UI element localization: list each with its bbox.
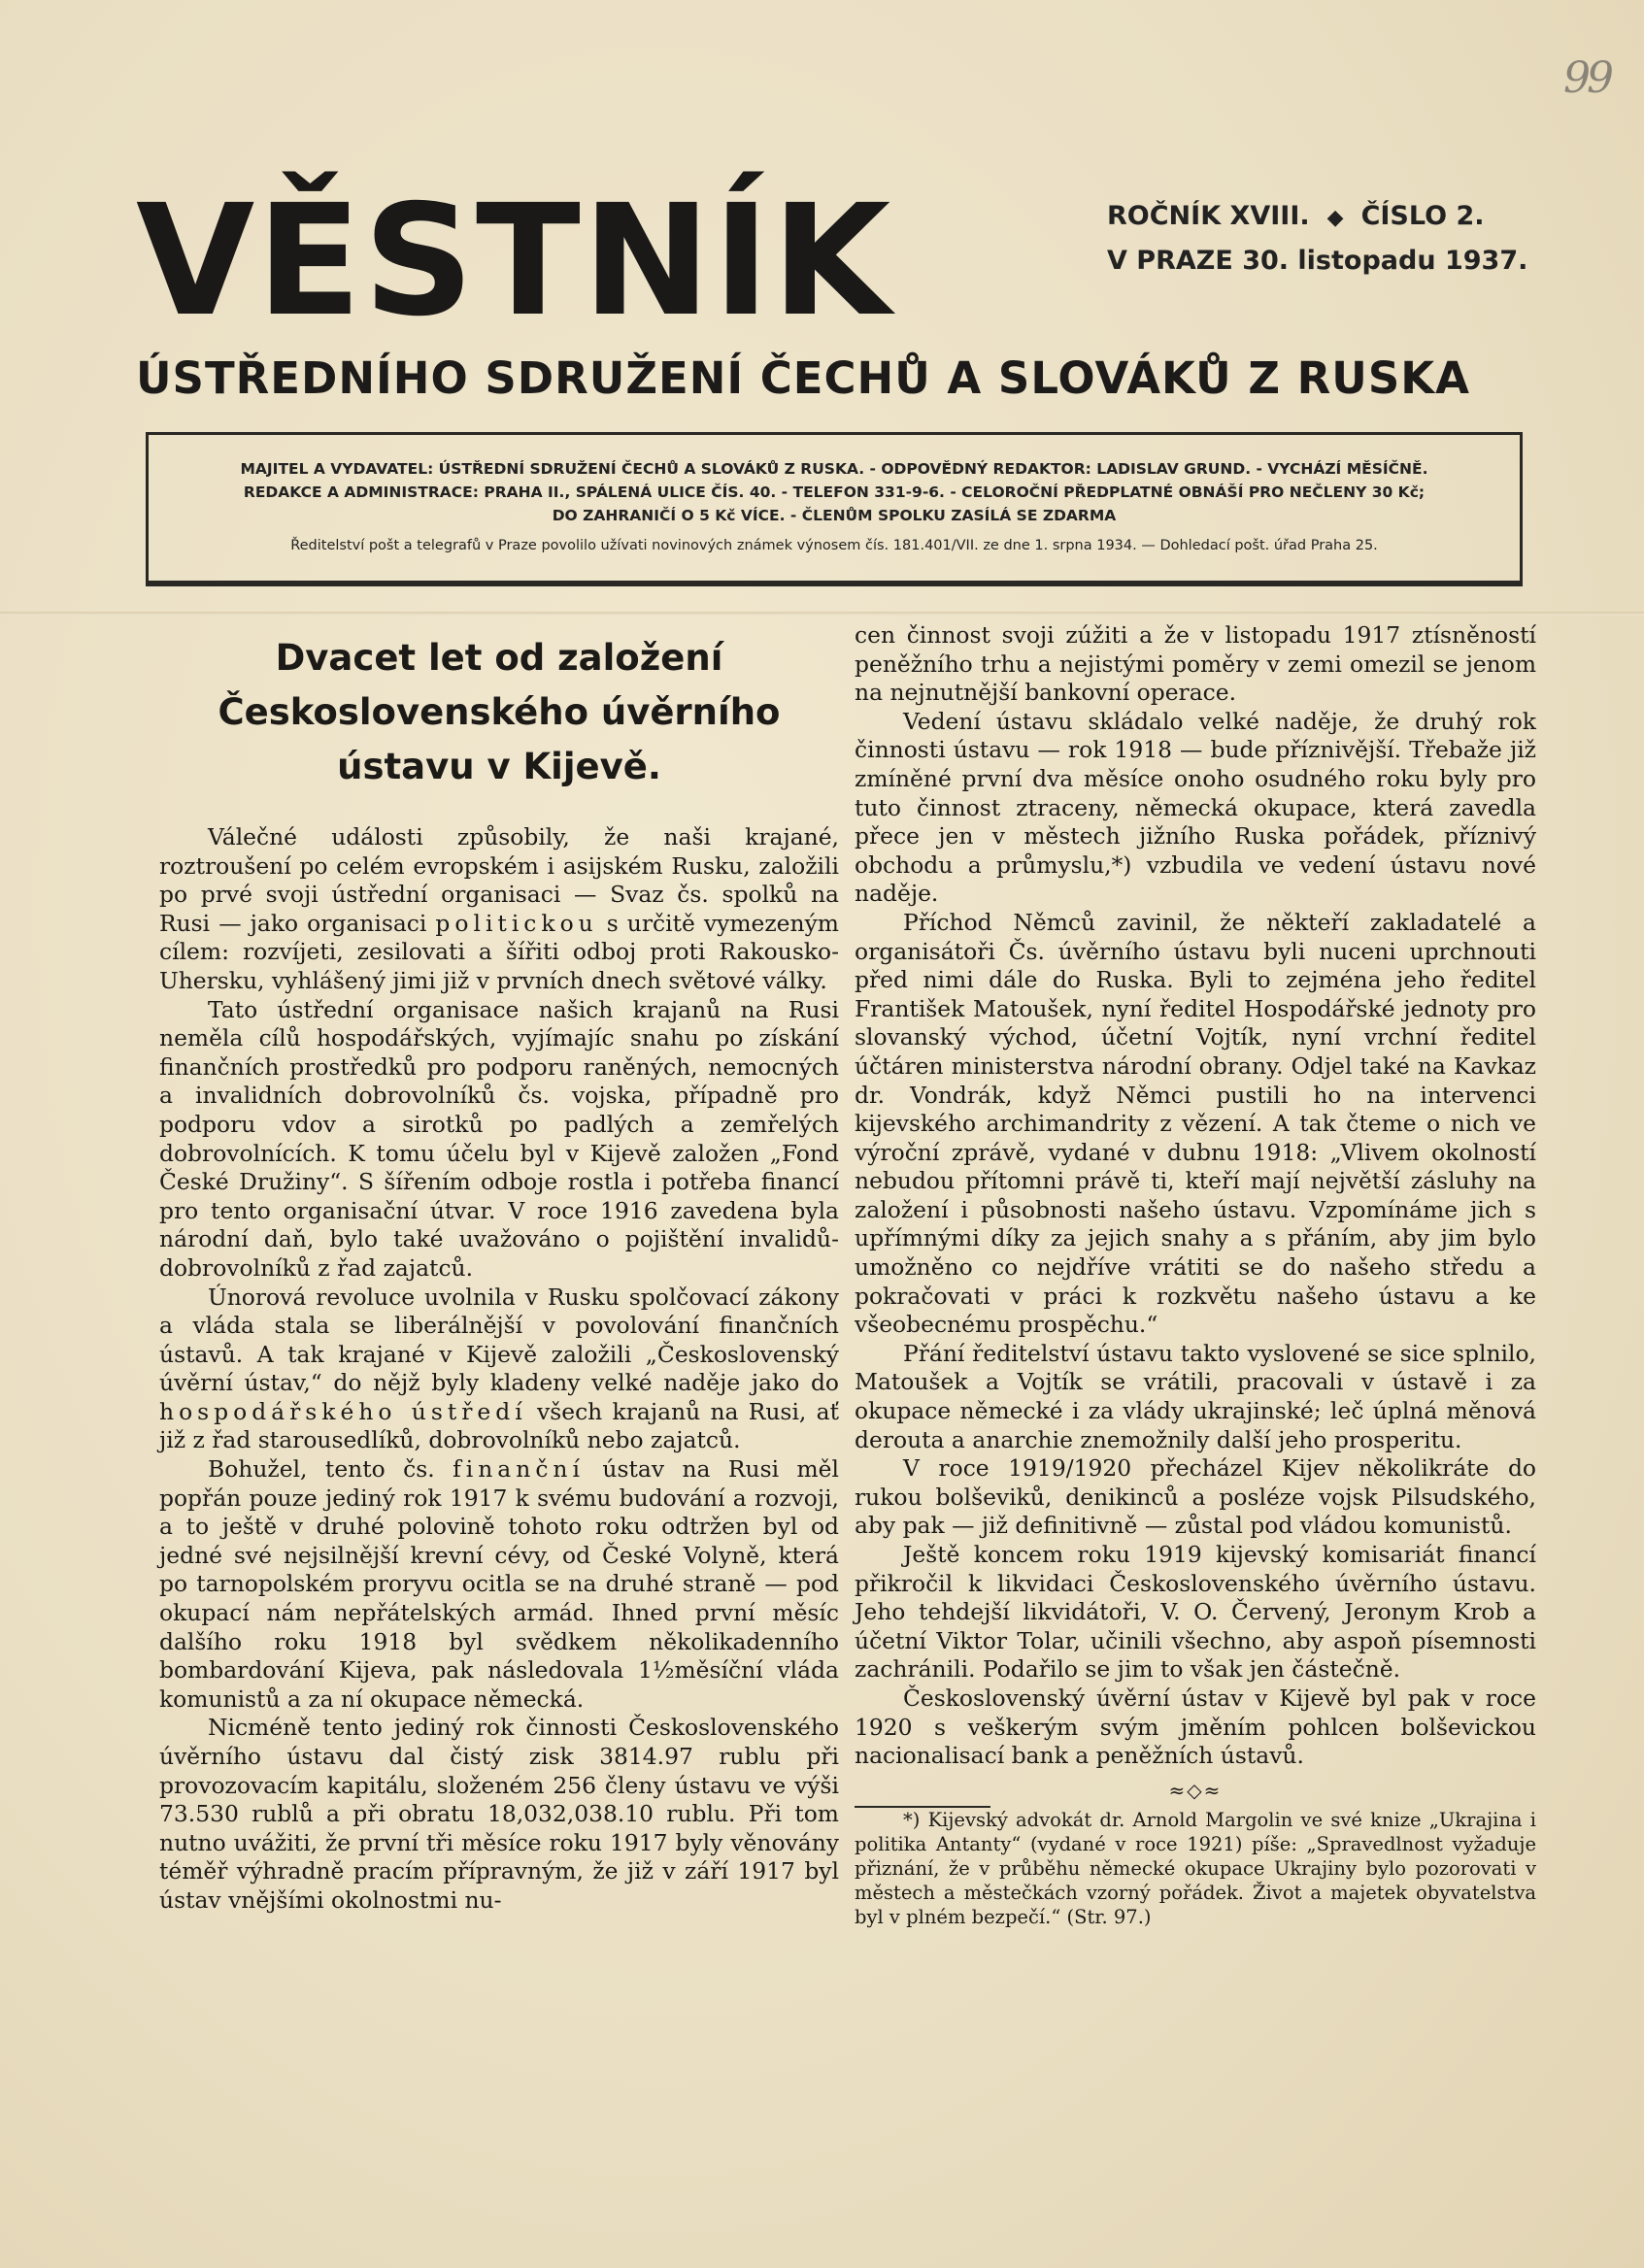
paragraph: [159, 1284, 839, 1456]
paragraph: Příchod Němců zavinil, že někteří zakladatelé a organisátoři Čs. úvěrního ústavu byli nuceni uprchnouti před nimi dále do Ruska. Byli to zejména jeho ředitel František Matoušek, nyní ředitel Hospodářské jednoty pro slovanský východ, účetní Vojtík, nyní vrchní ředitel účtáren ministerstva národní obrany. Odjel také na Kavkaz dr. Vondrák, když Němci pustili ho na intervenci kijevského archimandrity z vězení. A tak čteme o nich ve výroční zprávě, vydané v dubnu 1918: „Vlivem okolností nebudou přítomni právě ti, kteří mají největší zásluhy na založení i působnosti našeho ústavu. Vzpomínáme jich s upřímnými díky za jejich snahy a s přáním, aby jim bylo umožněno co nejdříve vrátiti se do našeho středu a pokračovati v práci k rozkvětu našeho ústavu a ke všeobecnému prospěchu.“: [855, 908, 1536, 1339]
imprint-line: DO ZAHRANIČÍ O 5 Kč VÍCE. - ČLENŮM SPOLKU ZASÍLÁ SE ZDARMA: [552, 507, 1117, 524]
dateline: V PRAZE 30. listopadu 1937.: [1107, 246, 1528, 276]
issue-info: [1107, 194, 1534, 284]
pencil-annotation: 99: [1563, 53, 1610, 103]
text-run: všech krajanů na Rusi, ať již z řad starousedlíků, dobrovolníků nebo zajatců.: [159, 1397, 839, 1454]
paragraph: [159, 823, 839, 996]
ornament-divider-icon: ≈◇≈: [1168, 1778, 1223, 1802]
text-run: s určitě vymezeným cílem: rozvíjeti, zesilovati a šířiti odboj proti Rakousko-Uhersku, vyhlášený jimi již v prvních dnech světové války.: [159, 909, 839, 994]
paragraph: cen činnost svoji zúžiti a že v listopadu 1917 ztísněností peněžního trhu a nejistými poměry v zemi omezil se jenom na nejnutnější bankovní operace.: [855, 621, 1536, 707]
paragraph: [159, 1455, 839, 1714]
article-title: Dvacet let od založení Československého úvěrního ústavu v Kijevě.: [218, 637, 781, 787]
paper-fold: [0, 612, 1644, 616]
imprint-line: REDAKCE A ADMINISTRACE: PRAHA II., SPÁLENÁ ULICE ČÍS. 40. - TELEFON 331-9-6. - CELOROČNÍ PŘEDPLATNÉ OBNÁŠÍ PRO NEČLENY 30 Kč;: [243, 484, 1426, 501]
postal-notice: Ředitelství pošt a telegrafů v Praze povolilo užívati novinových známek výnosem čís. 181.401/VII. ze dne 1. srpna 1934. — Dohledací pošt. úřad Praha 25.: [290, 538, 1378, 553]
text-run: Bohužel, tento čs.: [208, 1455, 453, 1484]
imprint-line: MAJITEL A VYDAVATEL: ÚSTŘEDNÍ SDRUŽENÍ ČECHŮ A SLOVÁKŮ Z RUSKA. - ODPOVĚDNÝ REDAKTOR: LADISLAV GRUND. - VYCHÁZÍ MĚSÍČNĚ.: [240, 460, 1428, 478]
masthead-subtitle: ÚSTŘEDNÍHO SDRUŽENÍ ČECHŮ A SLOVÁKŮ Z RUSKA: [136, 352, 1470, 404]
text-run: Válečné události způsobily, že naši krajané, roztroušení po celém evropském i asijském Rusku, založili po prvé svoji ústřední organisaci — Svaz čs. spolků na Rusi — jako organisaci: [159, 823, 839, 937]
masthead-title: VĚSTNÍK: [136, 172, 893, 350]
paragraph: Vedení ústavu skládalo velké naděje, že druhý rok činnosti ústavu — rok 1918 — bude příznivější. Třebaže již zmíněné první dva měsíce onoho osudného roku byly pro tuto činnost ztraceny, německá okupace, která zavedla přece jen v městech jižního Ruska pořádek, příznivý obchodu a průmyslu,*) vzbudila ve vedení ústavu nové naděje.: [855, 707, 1536, 908]
issue-number: ČÍSLO 2.: [1360, 201, 1485, 231]
paragraph: Ještě koncem roku 1919 kijevský komisariát financí přikročil k likvidaci Československého úvěrního ústavu. Jeho tehdejší likvidátoři, V. O. Červený, Jeronym Krob a účetní Viktor Tolar, učinili všechno, aby aspoň písemnosti zachránili. Podařilo se jim to však jen částečně.: [855, 1541, 1536, 1684]
imprint-box: [146, 432, 1523, 586]
diamond-separator-icon: ◆: [1326, 206, 1344, 230]
article-column-right: [855, 621, 1536, 1929]
paragraph: Přání ředitelství ústavu takto vyslovené se sice splnilo, Matoušek a Vojtík se vrátili, pracovali v ústavě i za okupace německé i za vlády ukrajinské; leč úplná měnová derouta a anarchie znemožnily další jeho prosperitu.: [855, 1339, 1536, 1453]
paragraph: Československý úvěrní ústav v Kijevě byl pak v roce 1920 s veškerým svým jměním pohlcen bolševickou nacionalisací bank a peněžních ústavů.: [855, 1684, 1536, 1770]
volume-number: ROČNÍK XVIII.: [1107, 201, 1310, 231]
paragraph: Nicméně tento jediný rok činnosti Československého úvěrního ústavu dal čistý zisk 3814.97 rublu při provozovacím kapitálu, složeném 256 členy ústavu ve výši 73.530 rublů a při obratu 18,032,038.10 rublu. Při tom nutno uvážiti, že první tři měsíce roku 1917 byly věnovány téměř výhradně pracím přípravným, že již v září 1917 byl ústav vnějšími okolnostmi nu-: [159, 1714, 839, 1914]
emphasized-text: politickou: [435, 909, 598, 937]
text-run: Únorová revoluce uvolnila v Rusku spolčovací zákony a vláda stala se liberálnější v povolování finančních ústavů. A tak krajané v Kijevě založili „Československý úvěrní ústav,“ do nějž byly kladeny velké naděje jako do: [159, 1283, 839, 1397]
footnote: *) Kijevský advokát dr. Arnold Margolin ve své knize „Ukrajina i politika Antanty“ (vydané v roce 1921) píše: „Spravedlnost vyžaduje přiznání, že v průběhu německé okupace Ukrajiny bylo pozorovati v městech a městečkách vzorný pořádek. Život a majetek obyvatelstva byl v plném bezpečí.“ (Str. 97.): [855, 1808, 1536, 1928]
text-run: ústav na Rusi měl popřán pouze jediný rok 1917 k svému budování a rozvoji, a to ještě v druhé polovině tohoto roku odtržen byl od jedné své nejsilnější krevní cévy, od České Volyně, která po tarnopolském proryvu ocitla se na druhé straně — pod okupací nám nepřátelských armád. Ihned první měsíc dalšího roku 1918 byl svědkem několikadenního bombardování Kijeva, pak následovala 1½měsíční vláda komunistů a za ní okupace německá.: [159, 1455, 839, 1713]
emphasized-text: hospodářského ústředí: [159, 1397, 527, 1425]
paragraph: Tato ústřední organisace našich krajanů na Rusi neměla cílů hospodářských, vyjímajíc snahu po získání finančních prostředků pro podporu raněných, nemocných a invalidních dobrovolníků čs. vojska, případně pro podporu vdov a sirotků po padlých a zemřelých dobrovolnících. K tomu účelu byl v Kijevě založen „Fond České Družiny“. S šířením odboje rostla i potřeba financí pro tento organisační útvar. V roce 1916 zavedena byla národní daň, bylo také uvažováno o pojištění invalidů-dobrovolníků z řad zajatců.: [159, 995, 839, 1282]
paragraph: V roce 1919/1920 přecházel Kijev několikráte do rukou bolševiků, denikinců a posléze vojsk Pilsudského, aby pak — již definitivně — zůstal pod vládou komunistů.: [855, 1454, 1536, 1540]
volume-issue-line: [1107, 194, 1534, 239]
article-column-left: [159, 631, 839, 1916]
emphasized-text: finanční: [453, 1455, 585, 1484]
